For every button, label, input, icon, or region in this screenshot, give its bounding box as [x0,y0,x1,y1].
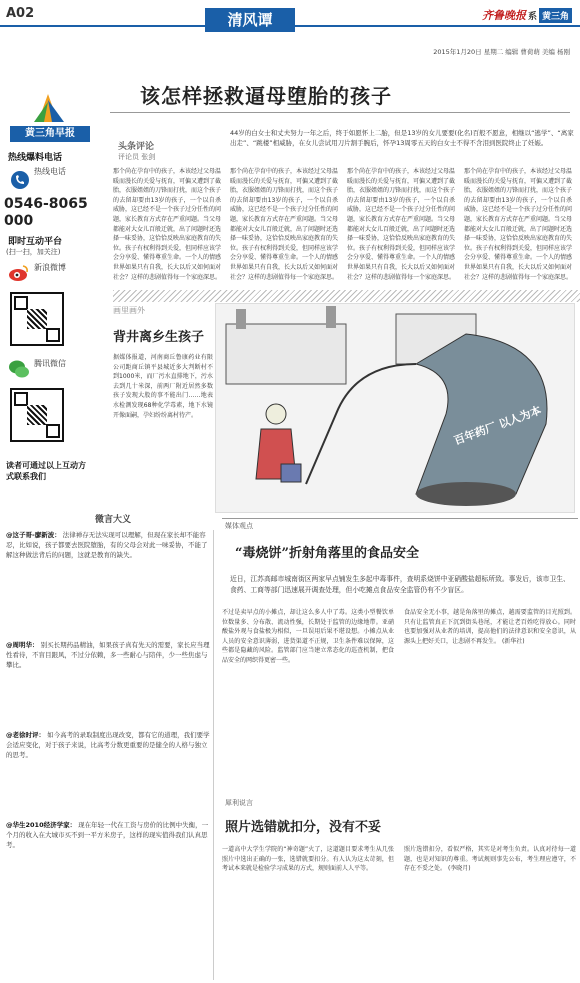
commentary-label: 头条评论 [118,142,155,152]
section3-body-text: 照片选错扣分，看似严格，其实是对考生负责。认真对待每一道题，也是对知识的尊重。考试规则事先公布，考生理应遵守，不存在不妥之处。 [404,846,576,873]
hotline-label: 热线电话 [34,167,66,176]
weibo-qr-code[interactable] [10,292,64,346]
wechat-item-author: @周明华： [6,641,39,649]
interact-subtitle: (扫一扫，加关注) [6,248,61,256]
commentary-author: 评论员 张剑 [118,153,156,161]
wechat-icon [8,358,30,380]
commentary-body-col-3: 那个尚在孕育中的孩子，本该经过父母温暖而漫长的关爱与抚育，可偏又遭到了截胎，衣服姐姐的刀锋而打扰，而这个孩子的去留却要由13岁的孩子，一个以自杀威胁，这已经不是一个孩子过分任性的问题，家长教育方式存在严重问题。当父母都能对大女儿百般迁就，出了问题时还选择一味妥协，这恰恰反映出家庭教育的失位。孩子有权利得到关爱，但同样应该学会分享爱、懂得尊重生命。一个人的情感世界如果只有自我，长大以后又如何面对社会？这样的悲剧值得每一个家庭深思。 [347,168,455,281]
wechat-item-text: 别买长期药品精油，如果孩子真有先天的需要，家长应当理性看待，不盲目跟风，不过分依赖，多一些耐心与陪伴，少一些焦虑与攀比。 [6,641,210,669]
wechat-qr-code[interactable] [10,388,64,442]
wechat-item [6,530,211,560]
wechat-item-author: @这子哥-廖新波： [6,531,61,539]
wechat-item-text: 现在年轻一代在工资与房价的比例中失衡，一个月的收入在大城市买不到一平方米房子，这样的现实值得我们认真思考。 [6,821,209,849]
section2-body-col-1: 不过是卖早点的小摊点，却让这么多人中了毒。这类小型餐饮单位数量多、分布散、流动性强，长期处于监管的边缘地带。亚硝酸盐外观与食盐极为相似，一旦误用后果不堪设想。小摊点从业人员的安全意识薄弱，进货渠道不正规，卫生条件难以保障，这些都是隐藏的风险。监管部门应当建立常态化的巡查机制，把食品安全的网织得更密一些。 [222,609,394,664]
section3-title: 照片选错就扣分，没有不妥 [225,820,382,835]
section2-body-text: 食品安全无小事，越是角落里的摊点，越需要监管的目光照到。只有让监管真正下沉到街头巷尾，才能让老百姓吃得放心。同时也要加强对从业者的培训，提高他们的法律意识和安全意识，从源头上把好关口，让悲剧不再发生。 [404,609,576,645]
hotline-number[interactable]: 0546-8065000 [4,196,88,229]
wechat-item-author: @华生2010经济学家： [6,821,77,829]
sidebar [2,92,94,502]
interact-title: 即时互动平台 [8,237,63,247]
headline-rule [110,112,570,113]
weibo-icon [8,262,30,284]
hotline-title: 热线爆料电话 [8,153,63,163]
cartoon-illustration [215,303,575,513]
wechat-item [6,640,211,670]
section3-body-col-2 [404,845,576,980]
commentary-lead: 44岁的白女士和丈夫努力一年之后，终于如愿怀上二胎，但是13岁的女儿要要(化名)百般不愿意，相继以“逃学”、“离家出走”、“跳楼”相威胁，在女儿尝试用刀片割手腕后，怀孕13周零五天的白女士不得不含泪到医院终止了妊娠。 [230,129,574,147]
logo-mark-icon [24,92,72,126]
section-divider [113,290,580,302]
brand-sub: 黄三角 [539,8,572,23]
section3-body-col-1: 一道高中大学生学院的“神奇题”火了，这道题目要求考生从几张照片中选出正确的一张，选错就要扣分。有人认为这太苛刻，但考试本来就是检验学习成果的方式，规则面前人人平等。 [222,846,394,873]
commentary-body-col-1: 那个尚在孕育中的孩子，本该经过父母温暖而漫长的关爱与抚育，可偏又遭到了截胎，衣服姐姐的刀锋而打扰，而这个孩子的去留却要由13岁的孩子，一个以自杀威胁，这已经不是一个孩子过分任性的问题，家长教育方式存在严重问题。当父母都能对大女儿百般迁就，出了问题时还选择一味妥协，这恰恰反映出家庭教育的失位。孩子有权利得到关爱，但同样应该学会分享爱、懂得尊重生命。一个人的情感世界如果只有自我，长大以后又如何面对社会？这样的悲剧值得每一个家庭深思。 [113,168,221,281]
weibo-label: 新浪微博 [34,263,66,272]
wechat-item [6,820,211,850]
cartoon-caption: 百年药厂 以人为本 [452,403,544,448]
wechat-item-text: 法律禅存无法实现可以理解，但现在家长却不能容忍，比如说，孩子都要去医院堕胎，有的父母会对此一味妥协，不能了解这种做法背后的问题，这就是教育的缺失。 [6,531,208,559]
section2-body-col-2 [404,608,576,808]
section2-lead: 近日，江苏高邮市城南街区两家早点铺发生多起中毒事件，查明系烧饼中亚硝酸盐超标所致。事发后，该市卫生、食药、工商等部门迅速展开调查处理，但小吃摊点食品安全监管仍有不少盲区。 [230,575,570,594]
wechat-item-author: @老徐时评： [6,731,45,739]
section2-title: “毒烧饼”折射角落里的食品安全 [235,546,419,561]
brand-logo [482,6,572,24]
wechat-label: 腾讯微信 [34,359,66,368]
feature-label: 画里画外 [113,306,145,315]
sidebar-footer: 读者可通过以上互动方式联系我们 [6,461,86,481]
brand-xi: 系 [527,11,537,22]
phone-icon [10,170,30,190]
section3-signature: (李晓月) [447,865,471,873]
page-number: A02 [6,6,35,21]
feature-title: 背井离乡生孩子 [113,330,205,345]
wechat-item-text: 如今高考的录取制度出现改变，都有它的道理，我们要学会适应变化，对于孩子来说，比高考分数更重要的是健全的人格与独立的思考。 [6,731,210,759]
section3-label: 犀利说言 [225,799,253,807]
commentary-body-col-4: 那个尚在孕育中的孩子，本该经过父母温暖而漫长的关爱与抚育，可偏又遭到了截胎，衣服姐姐的刀锋而打扰，而这个孩子的去留却要由13岁的孩子，一个以自杀威胁，这已经不是一个孩子过分任性的问题，家长教育方式存在严重问题。当父母都能对大女儿百般迁就，出了问题时还选择一味妥协，这恰恰反映出家庭教育的失位。孩子有权利得到关爱，但同样应该学会分享爱、懂得尊重生命。一个人的情感世界如果只有自我，长大以后又如何面对社会？这样的悲剧值得每一个家庭深思。 [464,168,572,281]
wechat-column-title: 微言大义 [95,515,132,525]
feature-body: 据媒体报道，河南商丘鲁康药业有限公司距商丘镇平县城近多大判断村不到1000米，而厂污水直排地下，污水去到几十米深，前两厂附近居然多数孩子发现大股的事不能出门……地表水检测发现68种化学毒素，地下水镜开像面嗣，孕妇纷纷离村待产。 [113,354,213,419]
wechat-column [6,530,214,980]
section2-rule [222,518,578,519]
issue-meta: 2015年1月20日 星期二 编辑 曹荷萌 美编 杨刚 [433,48,570,56]
wechat-item [6,730,211,760]
brand-name: 齐鲁晚报 [481,9,526,22]
commentary-body-col-2: 那个尚在孕育中的孩子，本该经过父母温暖而漫长的关爱与抚育，可偏又遭到了截胎，衣服姐姐的刀锋而打扰，而这个孩子的去留却要由13岁的孩子，一个以自杀威胁，这已经不是一个孩子过分任性的问题，家长教育方式存在严重问题。当父母都能对大女儿百般迁就，出了问题时还选择一味妥协，这恰恰反映出家庭教育的失位。孩子有权利得到关爱，但同样应该学会分享爱、懂得尊重生命。一个人的情感世界如果只有自我，长大以后又如何面对社会？这样的悲剧值得每一个家庭深思。 [230,168,338,281]
section2-label: 媒体观点 [225,522,253,530]
logo-text: 黄三角早报 [10,126,90,142]
section-title: 清风谭 [205,8,295,32]
section2-signature: (新华社) [501,637,525,645]
page-headline: 该怎样拯救逼母堕胎的孩子 [140,84,392,108]
